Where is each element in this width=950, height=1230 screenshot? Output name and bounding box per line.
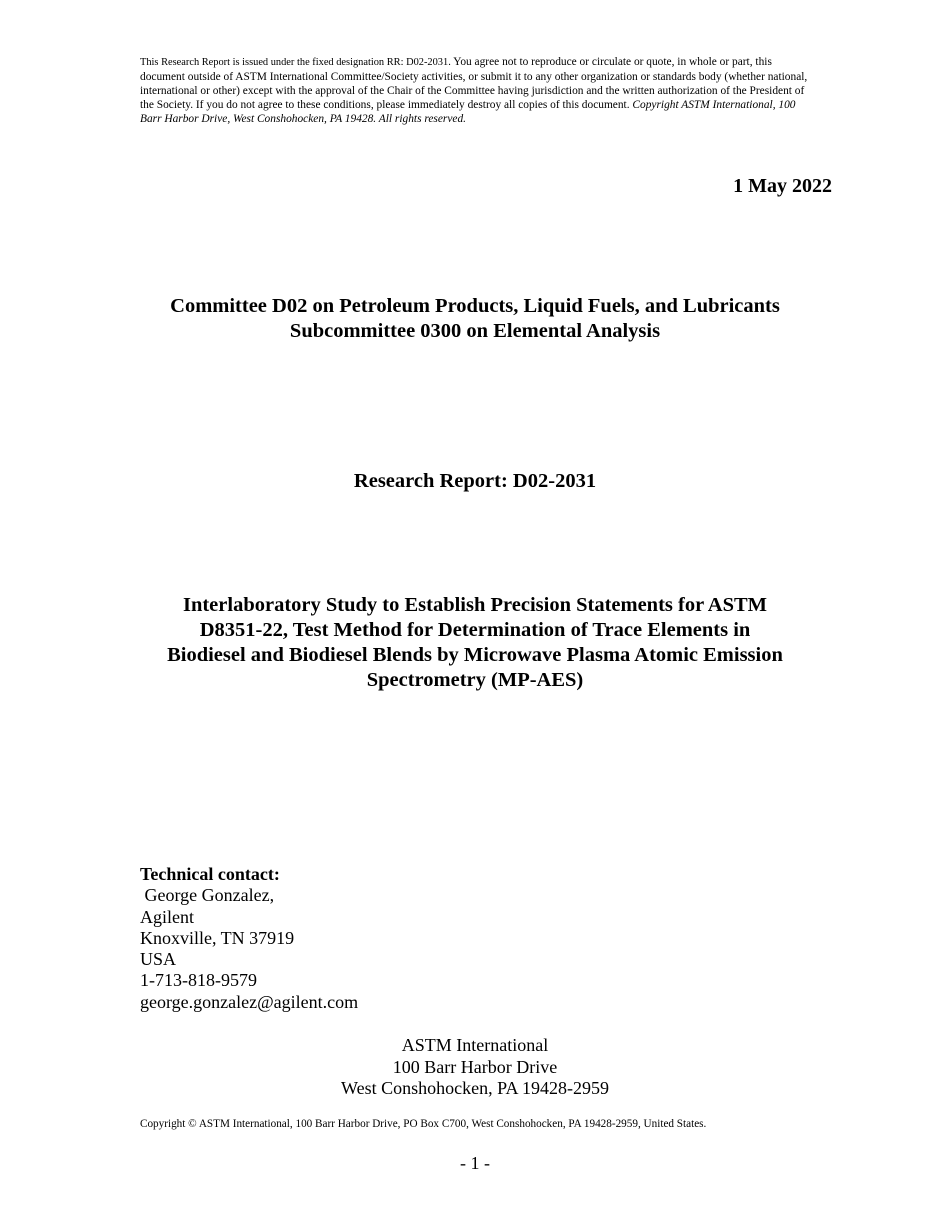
study-title-line: Spectrometry (MP-AES) [366, 669, 584, 691]
footer-copyright: Copyright © ASTM International, 100 Barr Harbor Drive, PO Box C700, West Conshohocken, PA 19428-2959, United States. [140, 1118, 707, 1130]
committee-heading [140, 294, 810, 344]
report-date: 1 May 2022 [733, 175, 832, 197]
contact-country: USA [140, 949, 177, 970]
address-street: 100 Barr Harbor Drive [392, 1056, 558, 1077]
address-city: West Conshohocken, PA 19428-2959 [341, 1078, 609, 1098]
contact-label: Technical contact: [140, 864, 280, 884]
address-org: ASTM International [401, 1035, 549, 1055]
contact-email: george.gonzalez@agilent.com [140, 991, 359, 1012]
page-number: - 1 - [460, 1153, 490, 1173]
committee-name: Committee D02 on Petroleum Products, Liquid Fuels, and Lubricants [170, 295, 780, 317]
contact-company: Agilent [140, 906, 194, 927]
astm-address [140, 1035, 810, 1100]
subcommittee-name: Subcommittee 0300 on Elemental Analysis [289, 320, 661, 342]
contact-city: Knoxville, TN 37919 [140, 927, 295, 948]
disclaimer-designation: This Research Report is issued under the fixed designation RR: D02-2031. [140, 57, 451, 68]
technical-contact [140, 864, 358, 1013]
study-title-line: D8351-22, Test Method for Determination of Trace Elements in [199, 619, 751, 641]
contact-phone: 1-713-818-9579 [140, 970, 257, 991]
disclaimer-copyright: Copyright ASTM International, 100 Barr Harbor Drive, West Conshohocken, PA 19428. All rights reserved. [140, 99, 796, 125]
disclaimer-notice [140, 55, 812, 126]
study-title-line: Interlaboratory Study to Establish Precision Statements for ASTM [182, 594, 768, 616]
disclaimer-body: You agree not to reproduce or circulate or quote, in whole or part, this document outside of ASTM International Committee/Society activities, or submit it to any other organization or standards body (whether national, international or other) except with the approval of the Chair of the Committee having jurisdiction and the written authorization of the President of the Society. If you do not agree to these conditions, please immediately destroy all copies of this document. [140, 56, 808, 111]
report-title: Research Report: D02-2031 [353, 470, 597, 492]
contact-name: George Gonzalez, [140, 885, 275, 906]
study-title-line: Biodiesel and Biodiesel Blends by Microwave Plasma Atomic Emission [167, 644, 783, 666]
study-title [140, 593, 810, 693]
